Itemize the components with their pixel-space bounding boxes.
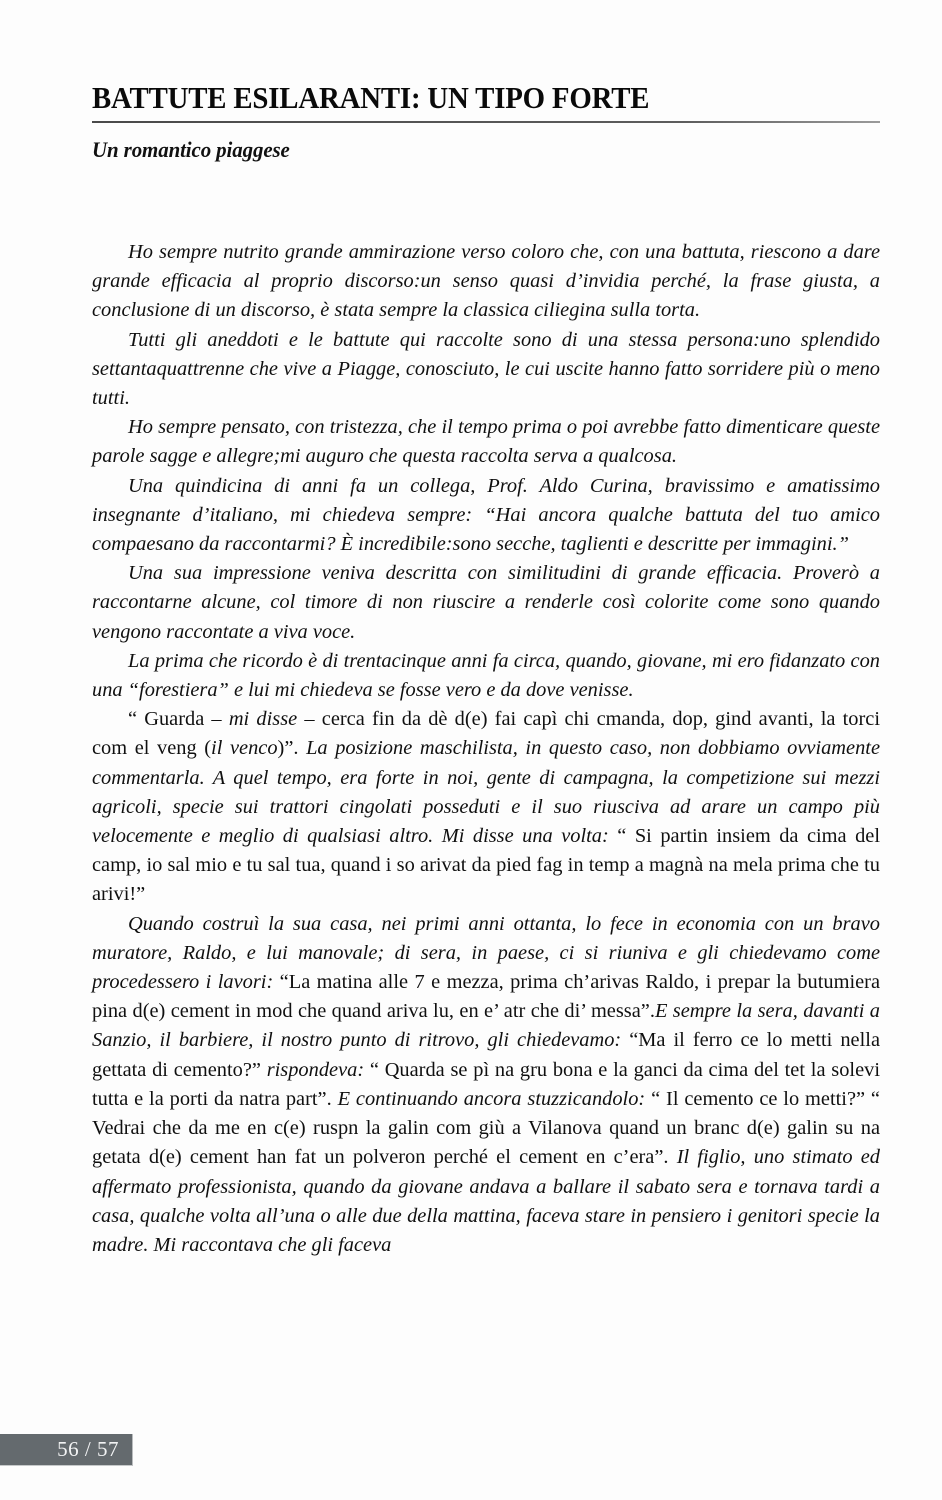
text-run-italic: Il figlio, uno stimato ed affermato professionista, quando da giovane andava a ballare il sabato sera e tornava tardi a casa, qualche volta all’una o alle due della mattina, faceva stare in pensiero i genitori specie la madre. Mi raccontava che gli faceva — [92, 1146, 881, 1256]
page-header — [92, 82, 880, 163]
text-run-italic: Una quindicina di anni fa un collega, Prof. Aldo Curina, bravissimo e amatissimo insegnante d’italiano, mi chiedeva sempre: “Hai ancora qualche battuta del tuo amico compaesano da raccontarmi? È incredibile:sono secche, taglienti e descritte per immagini.” — [92, 474, 880, 556]
paragraph — [92, 472, 880, 560]
text-run-italic: E continuando ancora stuzzicandolo: — [337, 1087, 646, 1110]
paragraph — [92, 413, 880, 471]
paragraph — [92, 705, 880, 909]
body-text — [92, 238, 880, 1260]
text-run-roman: – cerca fin da dè d(e) fai capì chi cmanda, dop, gind avanti, la torci com el veng ( — [92, 708, 881, 760]
text-run-italic: E sempre la sera, davanti a Sanzio, il barbiere, il nostro punto di ritrovo, gli chiedevamo: — [92, 1000, 880, 1052]
paragraph — [92, 910, 880, 1260]
text-run-italic: La prima che ricordo è di trentacinque anni fa circa, quando, giovane, mi ero fidanzato con una “forestiera” e lui mi chiedeva se fosse vero e da dove venisse. — [92, 649, 880, 702]
page-number-badge — [0, 1434, 133, 1466]
page-title: BATTUTE ESILARANTI: UN TIPO FORTE — [92, 80, 650, 115]
text-run-italic: Ho sempre pensato, con tristezza, che il tempo prima o poi avrebbe fatto dimenticare queste parole sagge e allegre;mi auguro che questa raccolta serva a qualcosa. — [92, 416, 880, 468]
text-run-roman: “ Quarda se pì na gru bona e la ganci da cima del tet la solevi tutta e la porti da natra part”. — [92, 1058, 880, 1110]
title-divider — [92, 121, 880, 123]
text-run-italic: rispondeva: — [266, 1058, 365, 1081]
text-run-italic: Una sua impressione veniva descritta con similitudini di grande efficacia. Proverò a raccontarne alcune, col timore di non riuscire a renderle così colorite come sono quando vengono raccontate a viva voce. — [92, 562, 880, 643]
text-run-roman: )”. — [277, 737, 307, 760]
text-run-italic: La posizione maschilista, in questo caso, non dobbiamo ovviamente commentarla. A quel tempo, era forte in noi, gente di campagna, la competizione sui mezzi agricoli, specie sui trattori cingolati posseduti e il suo riusciva ad arare un campo più velocemente e meglio di qualsiasi altro. Mi disse una volta: — [92, 737, 880, 848]
paragraph — [92, 326, 880, 414]
text-run-italic: Tutti gli aneddoti e le battute qui raccolte sono di una stessa persona:uno splendido settantaquattrenne che vive a Piagge, conosciuto, le cui uscite hanno fatto sorridere più o meno tutti. — [92, 328, 880, 410]
text-run-roman: “ Il cemento ce lo metti?” “ Vedrai che da me en c(e) ruspn la galin com giù a Vilanova quand un branc d(e) galin su na getata d(e) cement han fat un polveron perché el cement en c’era”. — [92, 1087, 880, 1169]
text-run-roman: “La matina alle 7 e mezza, prima ch’arivas Raldo, i prepar la butumiera pina d(e) cement in mod che quand ariva lu, en e’ atr che di’ messa”. — [92, 971, 880, 1023]
text-run-italic: mi disse — [228, 708, 298, 731]
paragraph — [92, 647, 880, 705]
text-run-italic: Ho sempre nutrito grande ammirazione verso coloro che, con una battuta, riescono a dare grande efficacia al proprio discorso:un senso quasi d’invidia perché, la frase giusta, a conclusione di un discorso, è stata sempre la classica ciliegina sulla torta. — [92, 241, 880, 322]
text-run-italic: il venco — [211, 737, 278, 760]
paragraph — [92, 238, 880, 326]
page-number-label: 56 / 57 — [57, 1437, 119, 1461]
page-subtitle: Un romantico piaggese — [92, 136, 290, 162]
text-run-roman: “ Guarda – — [128, 708, 229, 731]
text-run-roman: “Ma il ferro ce lo metti nella gettata di cemento?” — [92, 1029, 880, 1081]
text-run-italic: Quando costruì la sua casa, nei primi anni ottanta, lo fece in economia con un bravo muratore, Raldo, e lui manovale; di sera, in paese, ci si riuniva e gli chiedevamo come procedessero i lavori: — [92, 912, 880, 994]
text-run-roman: “ Si partin insiem da cima del camp, io sal mio e tu sal tua, quand i so arivat da pied fag in temp a magnà na mela prima che tu arivi!” — [92, 825, 880, 906]
paragraph — [92, 559, 880, 647]
